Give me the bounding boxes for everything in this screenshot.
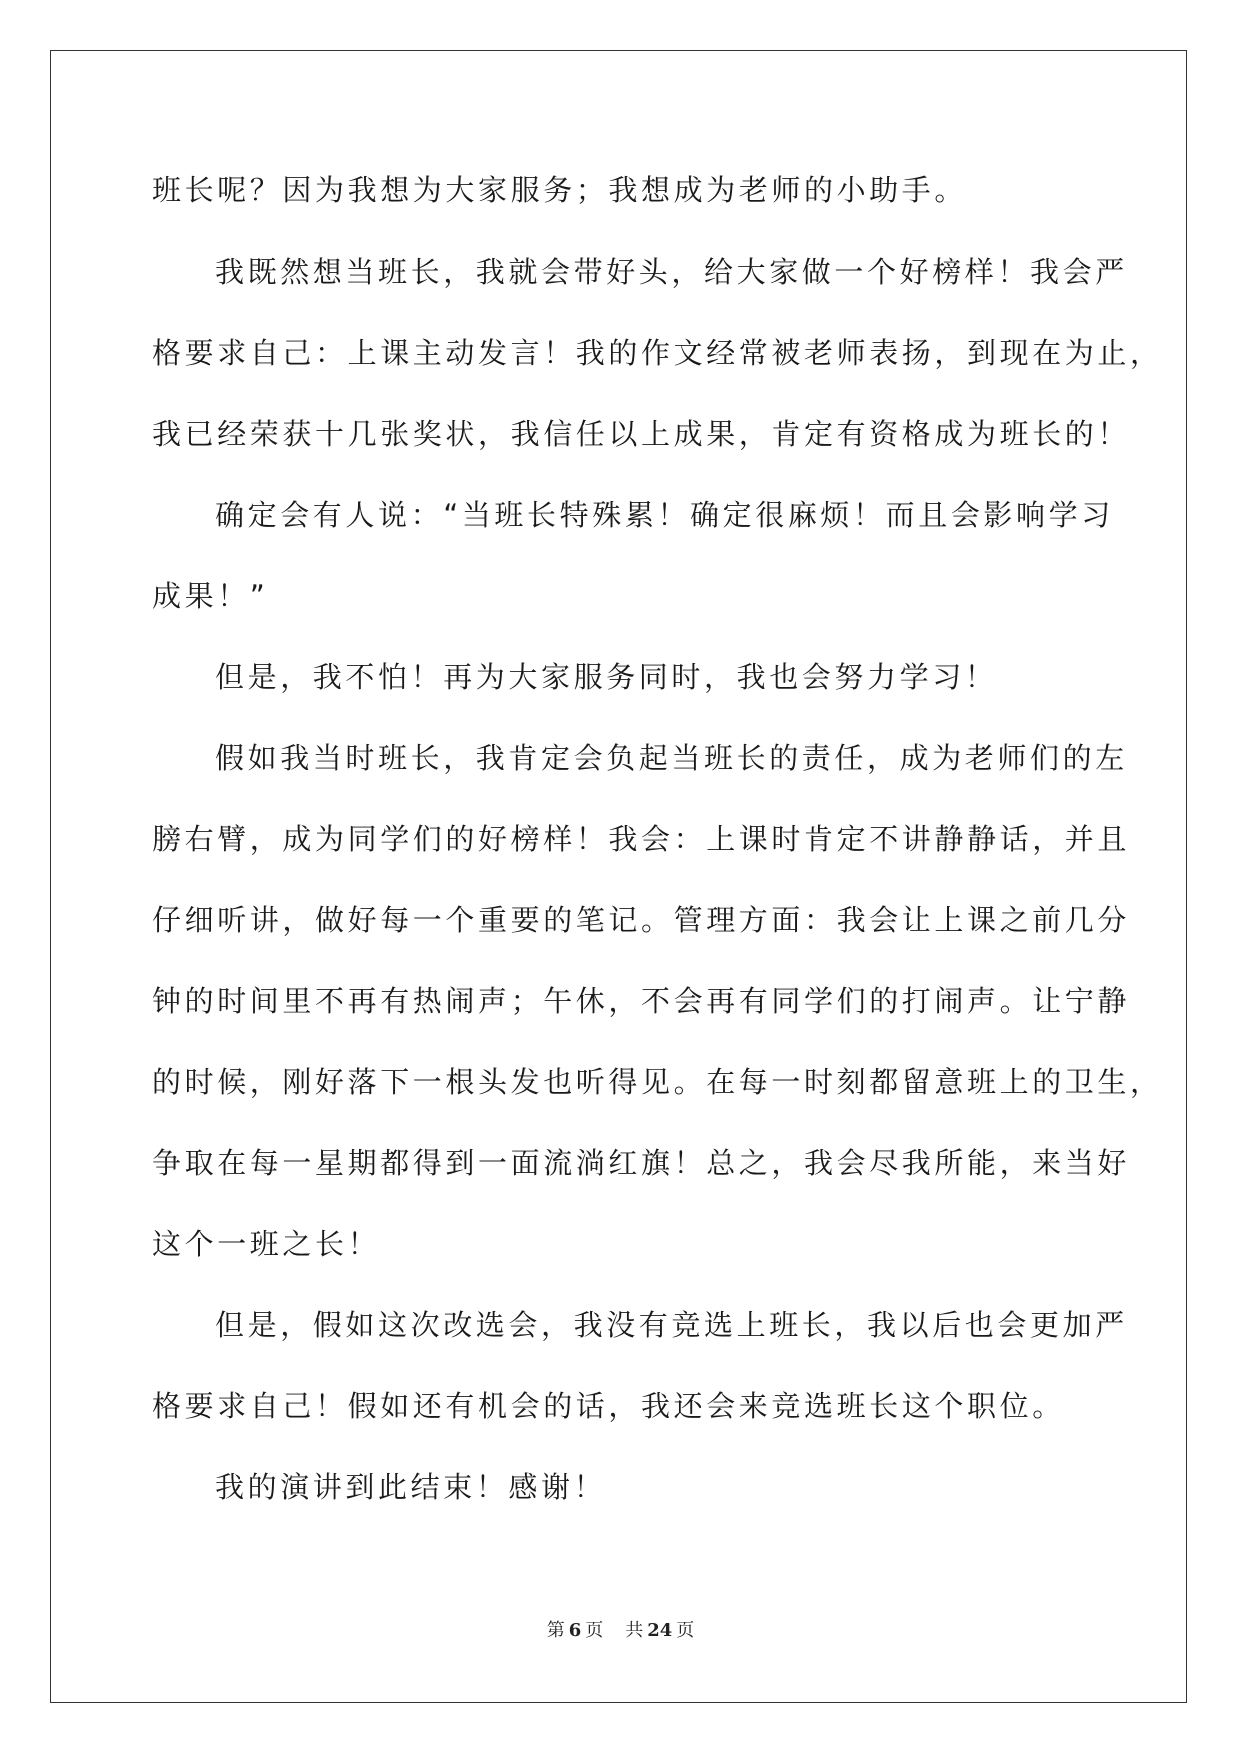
total-label-suffix: 页 bbox=[676, 1620, 695, 1641]
text-line: 争取在每一星期都得到一面流淌红旗！总之，我会尽我所能，来当好 bbox=[152, 1146, 1131, 1180]
text-line: 但是，我不怕！再为大家服务同时，我也会努力学习！ bbox=[215, 660, 998, 694]
total-label-prefix: 共 bbox=[625, 1620, 644, 1641]
text-line: 格要求自己：上课主动发言！我的作文经常被老师表扬，到现在为止， bbox=[152, 336, 1163, 370]
text-line: 钟的时间里不再有热闹声；午休，不会再有同学们的打闹声。让宁静 bbox=[152, 984, 1131, 1018]
text-line: 的时候，刚好落下一根头发也听得见。在每一时刻都留意班上的卫生， bbox=[152, 1065, 1163, 1099]
text-line: 仔细听讲，做好每一个重要的笔记。管理方面：我会让上课之前几分 bbox=[152, 903, 1131, 937]
text-line: 假如我当时班长，我肯定会负起当班长的责任，成为老师们的左 bbox=[215, 741, 1128, 775]
page-label-suffix: 页 bbox=[585, 1620, 604, 1641]
page-border bbox=[50, 50, 1187, 1703]
total-pages: 24 bbox=[647, 1620, 673, 1641]
text-line: 成果！” bbox=[152, 579, 269, 613]
text-line: 我既然想当班长，我就会带好头，给大家做一个好榜样！我会严 bbox=[215, 255, 1128, 289]
text-line: 膀右臂，成为同学们的好榜样！我会：上课时肯定不讲静静话，并且 bbox=[152, 822, 1131, 856]
page-label-prefix: 第 bbox=[546, 1620, 565, 1641]
text-line: 这个一班之长！ bbox=[152, 1227, 381, 1261]
text-line: 我已经荣获十几张奖状，我信任以上成果，肯定有资格成为班长的！ bbox=[152, 417, 1131, 451]
page-number: 6 bbox=[568, 1620, 582, 1641]
text-line: 我的演讲到此结束！感谢！ bbox=[215, 1470, 607, 1504]
page-footer bbox=[0, 1619, 1241, 1643]
text-line: 班长呢？因为我想为大家服务；我想成为老师的小助手。 bbox=[152, 173, 968, 207]
text-line: 但是，假如这次改选会，我没有竞选上班长，我以后也会更加严 bbox=[215, 1308, 1128, 1342]
text-line: 格要求自己！假如还有机会的话，我还会来竞选班长这个职位。 bbox=[152, 1389, 1065, 1423]
text-line: 确定会有人说：“当班长特殊累！确定很麻烦！而且会影响学习 bbox=[215, 498, 1114, 532]
